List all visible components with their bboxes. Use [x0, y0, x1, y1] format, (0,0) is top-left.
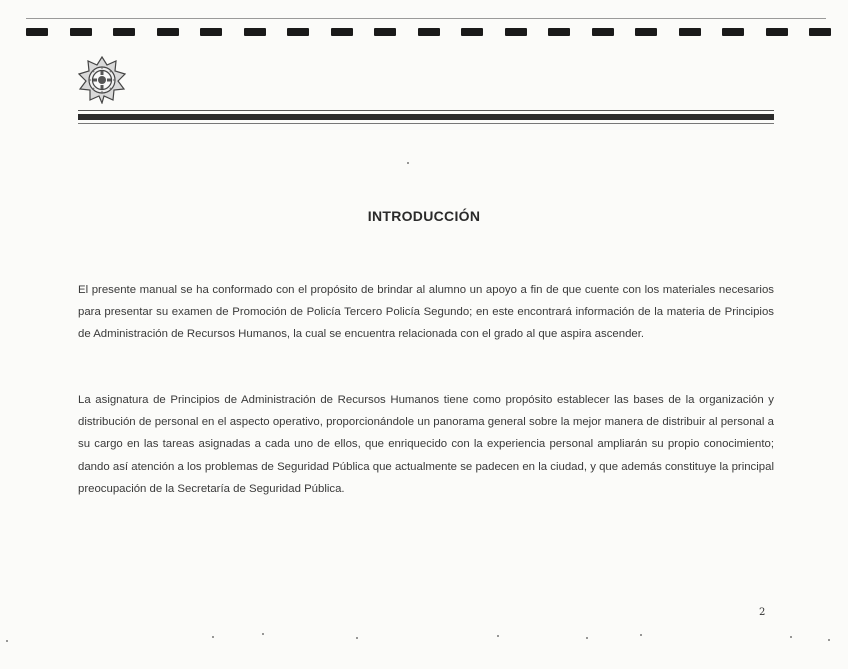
scan-speck [640, 634, 642, 636]
scan-speck [586, 637, 588, 639]
border-dash [679, 28, 701, 36]
border-dash [505, 28, 527, 36]
border-dash [244, 28, 266, 36]
scan-speck [356, 637, 358, 639]
scan-speck [262, 633, 264, 635]
border-dash [766, 28, 788, 36]
border-dash [418, 28, 440, 36]
border-dash [461, 28, 483, 36]
border-dash [113, 28, 135, 36]
header-rule [78, 110, 774, 124]
border-dash [26, 28, 48, 36]
scan-speck [828, 639, 830, 641]
scan-speck [790, 636, 792, 638]
border-dash [374, 28, 396, 36]
border-dash [592, 28, 614, 36]
scan-speck [407, 162, 409, 164]
border-dash [200, 28, 222, 36]
border-dash [331, 28, 353, 36]
scan-speck [497, 635, 499, 637]
border-dash [70, 28, 92, 36]
border-dash [287, 28, 309, 36]
scan-speck [212, 636, 214, 638]
top-edge-line [26, 18, 826, 19]
header-rule-thick [78, 114, 774, 120]
intro-paragraph-1: El presente manual se ha conformado con el propósito de brindar al alumno un apoyo a fin de que cuente con los materiales necesarios para presentar su examen de Promoción de Policía Tercero Policía Segundo; en este encontrará información de la materia de Principios de Administración de Recursos Humanos, la cual se encuentra relacionada con el grado al que aspira ascender. [78, 284, 774, 341]
intro-paragraph-2: La asignatura de Principios de Administración de Recursos Humanos tiene como propósito establecer las bases de la organización y distribución de personal en el aspecto operativo, proporcionándole un panorama general sobre la mejor manera de distribuir al personal a su cargo en las tareas asignadas a cada uno de ellos, que enriquecido con la experiencia personal ampliarán su propio conocimiento; dando así atención a los problemas de Seguridad Pública que actualmente se padecen en la ciudad, y que además constituye la principal preocupación de la Secretaría de Seguridad Pública. [78, 394, 774, 495]
border-dash [548, 28, 570, 36]
dashed-header-border [26, 26, 831, 38]
page-number: 2 [759, 607, 766, 618]
border-dash [809, 28, 831, 36]
scan-speck [6, 640, 8, 642]
border-dash [635, 28, 657, 36]
border-dash [157, 28, 179, 36]
header-rule-thin-bottom [78, 123, 774, 124]
police-badge-icon [78, 56, 126, 104]
page-title: INTRODUCCIÓN [367, 208, 481, 224]
border-dash [722, 28, 744, 36]
header-rule-thin-top [78, 110, 774, 111]
